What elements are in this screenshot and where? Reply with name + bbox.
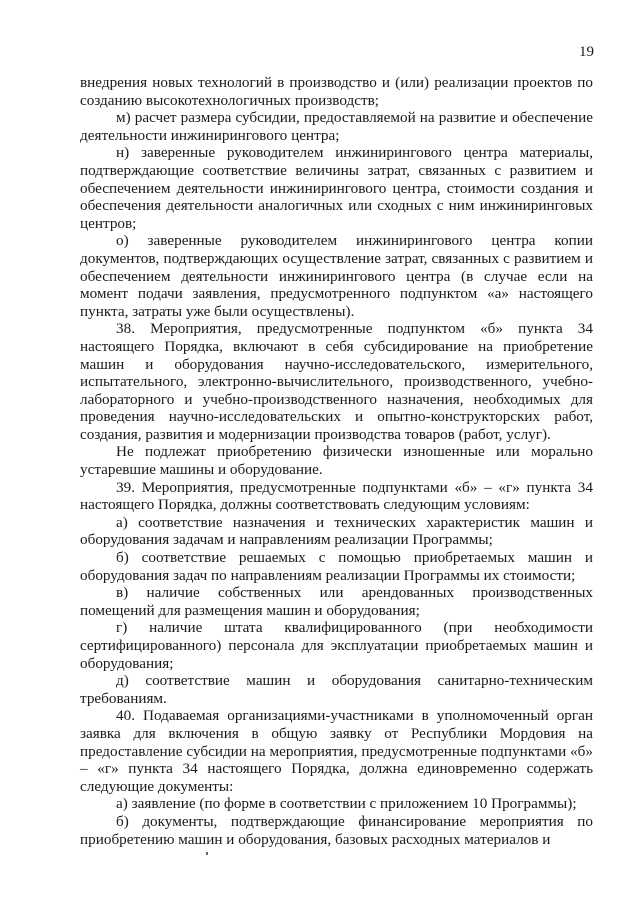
page-number: 19 (579, 44, 594, 60)
paragraph: г) наличие штата квалифицированного (при необходимости сертифицированного) персонала для эксплуатации приобретаемых машин и оборудования; (80, 619, 593, 672)
document-body (80, 74, 593, 848)
paragraph: д) соответствие машин и оборудования санитарно-техническим требованиям. (80, 672, 593, 707)
paragraph: н) заверенные руководителем инжинирингового центра материалы, подтверждающие соответствие величины затрат, связанных с развитием и обеспечением деятельности инжинирингового центра, стоимости создания и обеспечения деятельности аналогичных или сходных с ним инжиниринговых центров; (80, 144, 593, 232)
scan-dot (206, 852, 208, 855)
paragraph: 39. Мероприятия, предусмотренные подпунктами «б» – «г» пункта 34 настоящего Порядка, должны соответствовать следующим условиям: (80, 478, 593, 514)
paragraph: о) заверенные руководителем инжинирингового центра копии документов, подтверждающих осуществление затрат, связанных с развитием и обеспечением деятельности инжинирингового центра (в случае если на момент подачи заявления, предусмотренного подпунктом «а» настоящего пункта, затраты уже были осуществлены). (80, 232, 593, 320)
paragraph: 38. Мероприятия, предусмотренные подпунктом «б» пункта 34 настоящего Порядка, включают в себя субсидирование на приобретение машин и оборудования научно-исследовательского, измерительного, испытательного, электронно-вычислительного, производственного, учебно-лабораторного и учебно-производственного назначения, необходимых для проведения научно-исследовательских и опытно-конструкторских работ, создания, развития и модернизации производства товаров (работ, услуг). (80, 320, 593, 443)
paragraph: б) документы, подтверждающие финансирование мероприятия по приобретению машин и оборудования, базовых расходных материалов и (80, 812, 593, 848)
paragraph: 40. Подаваемая организациями-участниками в уполномоченный орган заявка для включения в общую заявку от Республики Мордовия на предоставление субсидии на мероприятия, предусмотренные подпунктами «б» – «г» пункта 34 настоящего Порядка, должна единовременно содержать следующие документы: (80, 707, 593, 795)
paragraph: в) наличие собственных или арендованных производственных помещений для размещения машин и оборудования; (80, 584, 593, 619)
paragraph: Не подлежат приобретению физически изношенные или морально устаревшие машины и оборудование. (80, 443, 593, 479)
paragraph: б) соответствие решаемых с помощью приобретаемых машин и оборудования задач по направлениям реализации Программы их стоимости; (80, 549, 593, 584)
paragraph: а) соответствие назначения и технических характеристик машин и оборудования задачам и направлениям реализации Программы; (80, 513, 593, 549)
paragraph: внедрения новых технологий в производство и (или) реализации проектов по созданию высокотехнологичных производств; (80, 74, 593, 109)
paragraph: а) заявление (по форме в соответствии с приложением 10 Программы); (116, 795, 577, 813)
paragraph: м) расчет размера субсидии, предоставляемой на развитие и обеспечение деятельности инжинирингового центра; (80, 109, 593, 144)
